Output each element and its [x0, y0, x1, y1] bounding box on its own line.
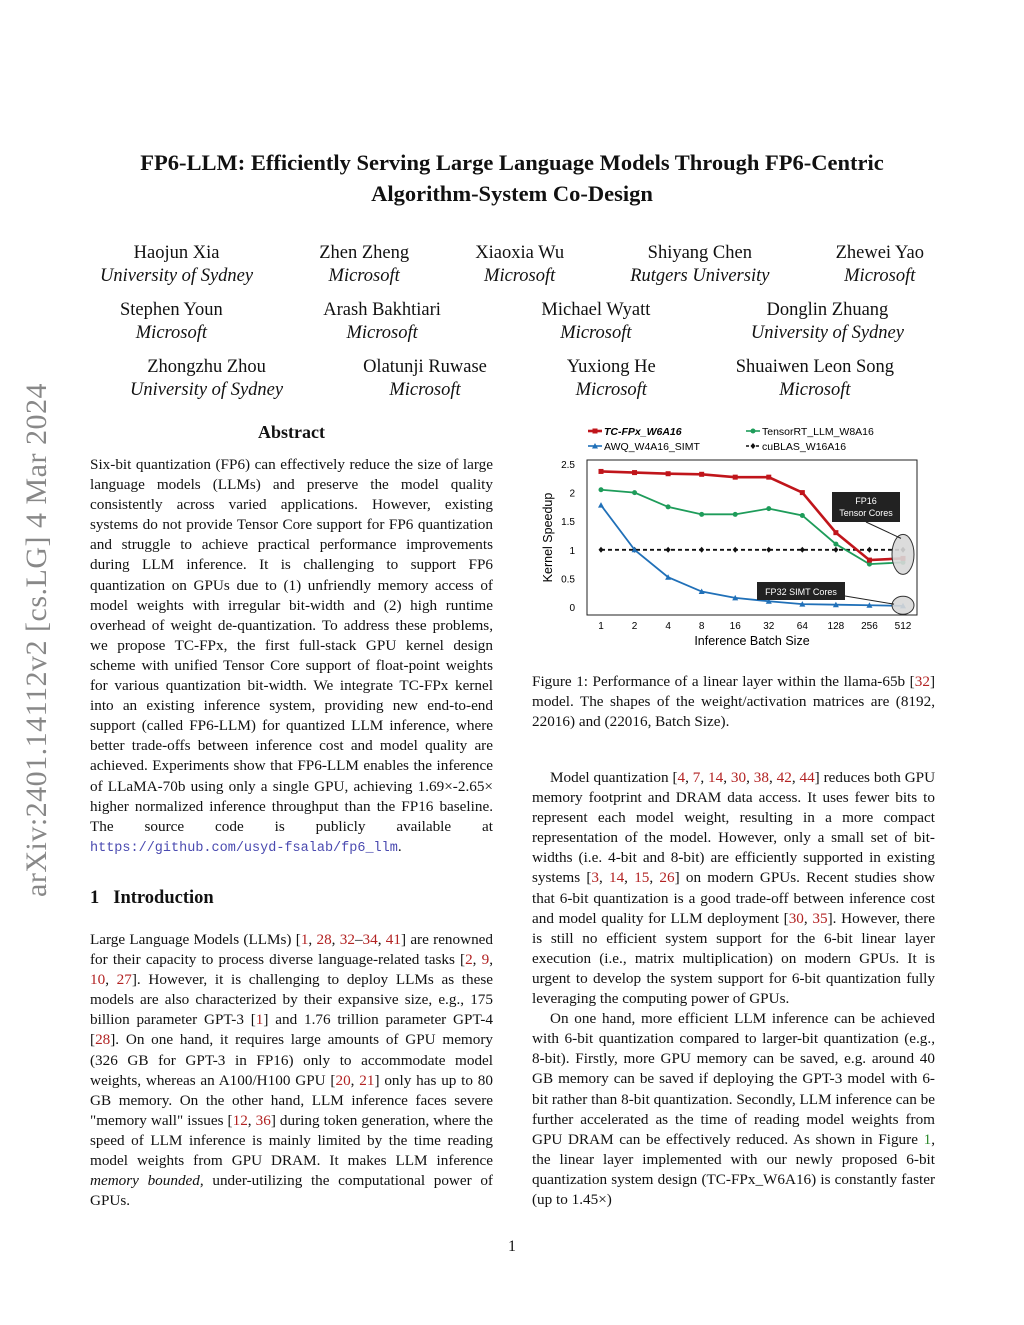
data-point: [833, 547, 838, 553]
text-run: ,: [700, 769, 709, 786]
author-name: Zhewei Yao: [835, 243, 924, 263]
author-name: Shuaiwen Leon Song: [735, 357, 894, 377]
text-run: Model quantization [: [550, 769, 678, 786]
text-run: ,: [489, 951, 493, 969]
data-point: [599, 469, 604, 474]
text-run: ,: [105, 971, 117, 989]
citation[interactable]: 36: [255, 1111, 271, 1129]
y-tick-label: 0: [569, 603, 575, 614]
figure-caption: [532, 672, 935, 732]
data-point: [867, 558, 872, 563]
data-point: [833, 542, 838, 547]
text-run: ,: [768, 769, 777, 786]
text-run: ,: [723, 769, 731, 786]
citation[interactable]: 21: [359, 1071, 375, 1089]
text-run: ] during token generation, where the speed of LLM inference is mainly limited by the time reading model weights from GPU DRAM. It makes LLM inference: [90, 1111, 493, 1170]
data-point: [867, 547, 872, 553]
citation[interactable]: 15: [634, 869, 650, 887]
abstract-heading: Abstract: [258, 422, 325, 442]
author: [130, 356, 283, 402]
text-run: ,: [472, 951, 482, 969]
data-point: [751, 429, 756, 434]
citation[interactable]: 4: [677, 769, 686, 786]
citation[interactable]: 28: [95, 1031, 111, 1049]
arxiv-side-label: arXiv:2401.14112v2 [cs.LG] 4 Mar 2024: [20, 383, 53, 897]
y-tick-label: 2: [569, 488, 575, 500]
data-point: [800, 490, 805, 495]
x-tick-label: 64: [796, 621, 808, 632]
text-run: ]. On one hand, it requires large amounts of GPU memory (326 GB for GPT-3 in FP16) only to accommodate model weights, whereas an A100/H100 GPU [: [90, 1031, 493, 1089]
author-affiliation: Microsoft: [844, 266, 916, 286]
author: [751, 299, 904, 345]
data-point: [632, 470, 637, 475]
x-tick-label: 256: [861, 621, 878, 632]
citation[interactable]: 9: [481, 951, 490, 969]
annotation-text: Tensor Cores: [839, 508, 893, 518]
citation[interactable]: 34: [362, 931, 378, 948]
abstract-body: [90, 455, 493, 859]
citation[interactable]: 42: [776, 769, 792, 786]
x-tick-label: 1: [598, 621, 604, 632]
citation[interactable]: 12: [232, 1111, 248, 1129]
author-name: Zhen Zheng: [319, 243, 410, 263]
x-tick-label: 16: [729, 621, 741, 632]
author-row: [100, 242, 924, 288]
x-tick-label: 512: [894, 621, 912, 632]
citation[interactable]: 10: [90, 971, 106, 989]
text-run: ,: [624, 869, 635, 887]
author-row: [100, 299, 924, 345]
citation[interactable]: 7: [692, 769, 701, 786]
citation[interactable]: 1: [300, 931, 309, 948]
annotation-leader: [866, 522, 901, 538]
citation[interactable]: 14: [608, 869, 625, 887]
author-affiliation: Microsoft: [328, 266, 400, 286]
text-run: ,: [247, 1111, 256, 1129]
y-tick-label: 1: [569, 545, 575, 557]
abstract-link-tail: .: [397, 837, 402, 855]
page-number: 1: [508, 1238, 516, 1255]
citation[interactable]: 1: [255, 1011, 264, 1029]
legend-label: TensorRT_LLM_W8A16: [762, 426, 874, 438]
data-point: [800, 513, 805, 518]
text-run: ]. However, there is still no efficient system support for the 6-bit linear layer execution (i.e., matrix multiplication) on modern GPUs. It is urgent to develop the system support for 6-bit quantization fully leveraging the computing power of GPUs.: [532, 909, 935, 1008]
author: [120, 299, 223, 345]
citation[interactable]: 20: [335, 1071, 351, 1089]
citation[interactable]: 32: [914, 673, 930, 690]
text-run: ,: [377, 931, 386, 948]
annotation-fp32: [757, 582, 894, 604]
data-point: [733, 512, 738, 517]
section-heading-introduction: [90, 888, 228, 909]
legend-item: [746, 441, 846, 453]
author-name: Michael Wyatt: [541, 300, 651, 320]
paper-title: FP6-LLM: Efficiently Serving Large Language Models Through FP6-Centric Algorithm-System Co-Design: [140, 150, 884, 206]
author: [100, 242, 253, 288]
author: [630, 242, 769, 288]
text-run: ] are renowned for their capacity to process diverse language-related tasks [: [90, 931, 494, 969]
author-affiliation: University of Sydney: [130, 380, 284, 400]
author-row: [100, 356, 924, 402]
plot-frame: [587, 460, 917, 615]
data-point: [599, 487, 604, 492]
citation[interactable]: 14: [708, 769, 724, 786]
annotation-fp16: [832, 492, 901, 538]
legend-label: AWQ_W4A16_SIMT: [604, 441, 700, 453]
data-point: [733, 475, 738, 480]
author: [736, 356, 894, 402]
text-run: , under-utilizing the computational power of GPUs.: [90, 1172, 493, 1210]
author: [541, 299, 650, 345]
author-affiliation: University of Sydney: [750, 323, 904, 343]
x-tick-label: 8: [698, 621, 705, 632]
data-point: [666, 471, 671, 476]
right-column: [532, 768, 935, 1210]
chart-legend: [588, 426, 874, 453]
legend-item: [746, 426, 874, 438]
text-run: ,: [331, 931, 340, 948]
author: [363, 356, 487, 402]
author-affiliation: Microsoft: [560, 323, 632, 343]
author-name: Shiyang Chen: [647, 243, 752, 263]
data-point: [766, 547, 771, 553]
text-run: ,: [746, 769, 754, 786]
y-tick-label: 0.5: [561, 574, 575, 586]
author-name: Olatunji Ruwase: [363, 357, 487, 377]
annotation-text: FP16: [855, 496, 877, 506]
author-name: Donglin Zhuang: [766, 300, 889, 320]
text-run: –: [354, 931, 363, 948]
data-point: [666, 547, 671, 553]
text-run: ,: [803, 909, 813, 927]
intro-paragraph-1: [90, 930, 493, 1211]
x-tick-label: 32: [763, 621, 775, 632]
text-run: ] only has up to 80 GB memory. On the other hand, LLM inference faces severe "memory wall" issues [: [90, 1071, 493, 1129]
author-affiliation: University of Sydney: [100, 266, 254, 286]
citation[interactable]: 3: [591, 869, 599, 887]
data-point: [751, 443, 756, 449]
citation[interactable]: 35: [812, 909, 828, 927]
author-name: Haojun Xia: [133, 243, 220, 263]
y-axis-label: Kernel Speedup: [541, 492, 555, 583]
author-name: Yuxiong He: [566, 357, 656, 377]
author: [567, 356, 656, 402]
author-name: Xiaoxia Wu: [475, 243, 565, 263]
text-run: Large Language Models (LLMs) [: [90, 931, 301, 948]
data-point: [833, 530, 838, 535]
x-tick-label: 4: [665, 621, 671, 632]
data-point: [599, 547, 604, 553]
author-affiliation: Microsoft: [779, 380, 851, 400]
text-run: ]. However, it is challenging to deploy LLMs as these models are also characterized by their expansive size, e.g., 175 billion parameter GPT-3 [: [90, 971, 493, 1029]
text-run: ] model. The shapes of the weight/activation matrices are (8192, 22016) and (22016, Batch Size).: [532, 673, 935, 731]
text-run: ] and 1.76 trillion parameter GPT-4 [: [90, 1011, 493, 1049]
y-tick-label: 2.5: [561, 460, 575, 471]
text-run: Figure 1: Performance of a linear layer within the llama-65b [: [532, 673, 915, 690]
citation[interactable]: 41: [385, 931, 401, 948]
citation[interactable]: 30: [730, 769, 747, 786]
legend-item: [588, 441, 700, 453]
citation[interactable]: 32: [339, 931, 355, 948]
citation[interactable]: 44: [799, 769, 815, 786]
author: [475, 242, 564, 288]
author-affiliation: Rutgers University: [630, 266, 770, 286]
text-run: ,: [649, 869, 660, 887]
annotation-text: FP32 SIMT Cores: [765, 587, 837, 597]
author-name: Stephen Youn: [120, 300, 223, 320]
data-point: [766, 506, 771, 511]
section-number: 1: [90, 888, 100, 908]
y-tick-label: 1.5: [561, 517, 575, 529]
text-run: ] on modern GPUs. Recent studies show that 6-bit quantization is a good trade-off between inference cost and model quality for LLM deployment [: [532, 869, 936, 927]
author-affiliation: Microsoft: [346, 323, 418, 343]
legend-item: [588, 426, 682, 438]
data-point: [766, 475, 771, 480]
data-point: [733, 547, 738, 553]
data-point: [632, 490, 637, 495]
figure-ref[interactable]: 1: [923, 1130, 932, 1148]
text-run: , the linear layer implemented with our newly proposed 6-bit quantization system design (TC-FPx_W6A16) is constantly faster (up to 1.45×): [532, 1130, 935, 1208]
text-run: ] reduces both GPU memory footprint and DRAM data access. It uses fewer bits to represent each model weight, resulting in a more compact representation of the model. However, only a small set of bit-widths (i.e. 4-bit and 8-bit) are efficiently supported in existing systems [: [532, 769, 936, 887]
author-name: Arash Bakhtiari: [323, 300, 441, 320]
author-name: Zhongzhu Zhou: [147, 357, 266, 377]
data-point: [699, 512, 704, 517]
section-title: Introduction: [113, 888, 214, 908]
x-axis-label: Inference Batch Size: [694, 634, 810, 648]
author-affiliation: Microsoft: [389, 380, 461, 400]
data-point: [699, 472, 704, 477]
data-point: [800, 547, 805, 553]
author-affiliation: Microsoft: [484, 266, 556, 286]
author-affiliation: Microsoft: [575, 380, 647, 400]
text-run: ,: [685, 769, 693, 786]
text-run: On one hand, more efficient LLM inference can be achieved with 6-bit quantization compared to larger-bit quantization (e.g., 8-bit). Firstly, more GPU memory can be saved, e.g. around 40 GB memory can be saved if deploying the GPT-3 model with 6-bit rather than 8-bit quantization. Secondly, LLM inference can be further accelerated as the time of reading model weights from GPU DRAM can be effectively reduced. As shown in Figure: [532, 1010, 935, 1148]
text-run: ,: [350, 1071, 360, 1089]
author-block: [100, 242, 924, 413]
author: [323, 299, 441, 345]
author: [836, 242, 924, 288]
data-point: [699, 547, 704, 553]
text-run: ,: [308, 931, 317, 948]
abstract-text: Six-bit quantization (FP6) can effectively reduce the size of large language models (LLMs) and preserve the model quality consistently across varied applications. However, existing systems do not provide Tensor Core support for FP6 quantization and struggle to achieve practical performance improvements during LLM inference. It is challenging to support FP6 quantization on GPUs due to (1) unfriendly memory access of model weights with irregular bit-width and (2) high runtime overhead of weight de-quantization. To address these problems, we propose TC-FPx, the first full-stack GPU kernel design scheme with unified Tensor Core support of float-point weights for various quantization bit-width. We integrate TC-FPx kernel into an existing inference system, providing new end-to-end support (called FP6-LLM) for quantized LLM inference, where better trade-offs between inference cost and model quality are achieved. Experiments show that FP6-LLM enables the inference of LLaMA-70b using only a single GPU, achieving 1.69×-2.65× higher normalized inference throughput than the FP16 baseline. The source code is publicly available at: [90, 456, 493, 835]
citation[interactable]: 30: [788, 909, 804, 927]
text-run: ,: [598, 869, 609, 887]
text-run: ,: [791, 769, 800, 786]
author: [319, 242, 409, 288]
citation[interactable]: 27: [116, 971, 132, 989]
data-point: [593, 429, 598, 434]
highlight-ellipse-fp32: [892, 596, 914, 614]
x-tick-label: 128: [827, 621, 845, 632]
legend-label: TC-FPx_W6A16: [604, 426, 682, 438]
figure-1-chart: [532, 420, 935, 660]
emphasis: memory bounded: [90, 1172, 200, 1190]
citation[interactable]: 38: [753, 769, 769, 786]
highlight-ellipse-fp16: [892, 534, 914, 574]
legend-label: cuBLAS_W16A16: [762, 441, 847, 453]
github-link[interactable]: https://github.com/usyd-fsalab/fp6_llm: [90, 840, 398, 856]
citation[interactable]: 28: [316, 931, 332, 948]
data-point: [598, 502, 604, 508]
citation[interactable]: 26: [659, 869, 675, 887]
citation[interactable]: 2: [465, 951, 473, 969]
x-tick-label: 2: [631, 621, 638, 632]
author-affiliation: Microsoft: [135, 323, 208, 343]
data-point: [666, 504, 671, 509]
